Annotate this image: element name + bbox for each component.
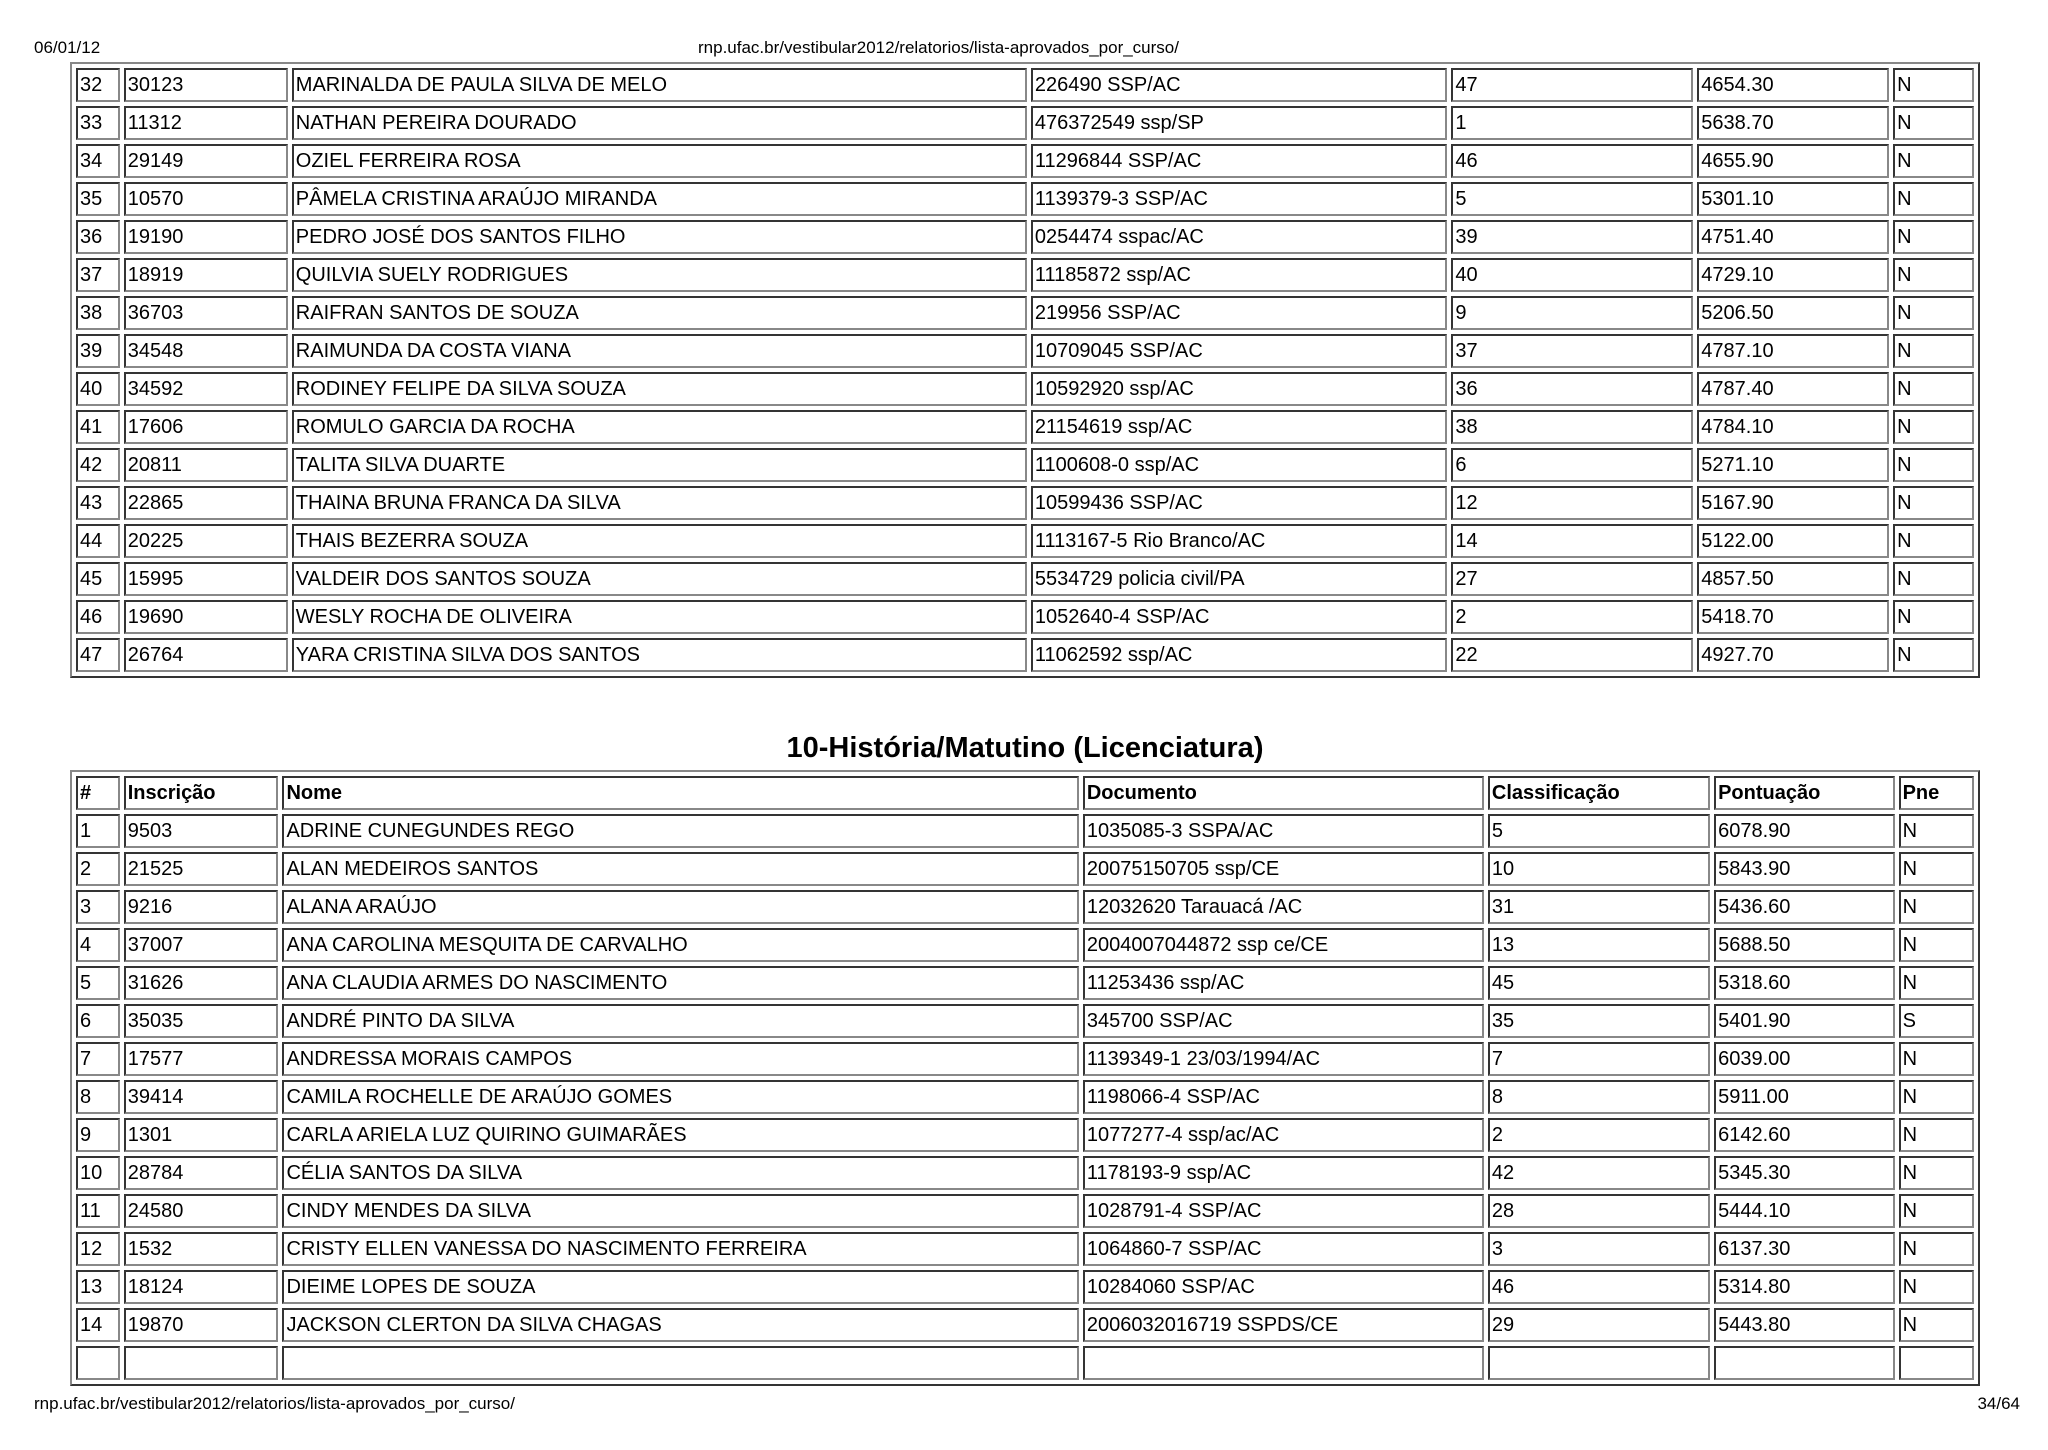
results-table-continued xyxy=(70,62,1980,678)
cell-pne: N xyxy=(1893,334,1974,368)
cell-pne: N xyxy=(1899,1308,1974,1342)
cell-nome: ROMULO GARCIA DA ROCHA xyxy=(292,410,1027,444)
table-row xyxy=(76,1346,1974,1380)
table-row xyxy=(76,1004,1974,1038)
cell-documento: 10592920 ssp/AC xyxy=(1031,372,1448,406)
cell-rank: 32 xyxy=(76,68,120,102)
cell-inscricao: 35035 xyxy=(124,1004,279,1038)
cell-nome: TALITA SILVA DUARTE xyxy=(292,448,1027,482)
cell-pontuacao: 5314.80 xyxy=(1714,1270,1895,1304)
cell-pne: N xyxy=(1899,852,1974,886)
cell-rank: 37 xyxy=(76,258,120,292)
cell-pne: N xyxy=(1899,1118,1974,1152)
cell-classificacao: 6 xyxy=(1451,448,1693,482)
cell-classificacao: 7 xyxy=(1488,1042,1710,1076)
cell-inscricao: 15995 xyxy=(124,562,288,596)
page-number: 34/64 xyxy=(1977,1394,2020,1413)
cell-pontuacao: 4784.10 xyxy=(1697,410,1889,444)
table-row xyxy=(76,68,1974,102)
table-row xyxy=(76,1194,1974,1228)
cell-nome: CARLA ARIELA LUZ QUIRINO GUIMARÃES xyxy=(282,1118,1078,1152)
cell-inscricao: 21525 xyxy=(124,852,279,886)
cell-inscricao: 31626 xyxy=(124,966,279,1000)
cell-inscricao: 28784 xyxy=(124,1156,279,1190)
cell-pontuacao: 4654.30 xyxy=(1697,68,1889,102)
cell-pne: N xyxy=(1899,1270,1974,1304)
header-classificacao: Classificação xyxy=(1488,776,1710,810)
cell-pontuacao: 5688.50 xyxy=(1714,928,1895,962)
cell-pontuacao: 6137.30 xyxy=(1714,1232,1895,1266)
cell-rank: 14 xyxy=(76,1308,120,1342)
cell-nome: THAINA BRUNA FRANCA DA SILVA xyxy=(292,486,1027,520)
cell-pontuacao: 5345.30 xyxy=(1714,1156,1895,1190)
table-row xyxy=(76,334,1974,368)
cell-inscricao: 19190 xyxy=(124,220,288,254)
cell-inscricao: 17606 xyxy=(124,410,288,444)
cell-documento: 1028791-4 SSP/AC xyxy=(1083,1194,1484,1228)
header-pne: Pne xyxy=(1899,776,1974,810)
cell-documento: 21154619 ssp/AC xyxy=(1031,410,1448,444)
cell-pontuacao: 4787.40 xyxy=(1697,372,1889,406)
cell-rank: 41 xyxy=(76,410,120,444)
cell-rank: 10 xyxy=(76,1156,120,1190)
cell-pontuacao: 5206.50 xyxy=(1697,296,1889,330)
cell-rank: 38 xyxy=(76,296,120,330)
cell-rank: 46 xyxy=(76,600,120,634)
cell-classificacao xyxy=(1488,1346,1710,1380)
cell-classificacao: 5 xyxy=(1451,182,1693,216)
cell-pne: N xyxy=(1893,144,1974,178)
cell-documento: 1198066-4 SSP/AC xyxy=(1083,1080,1484,1114)
cell-pne: S xyxy=(1899,1004,1974,1038)
header-inscricao: Inscrição xyxy=(124,776,279,810)
table-row xyxy=(76,296,1974,330)
cell-rank: 1 xyxy=(76,814,120,848)
cell-rank: 43 xyxy=(76,486,120,520)
cell-classificacao: 36 xyxy=(1451,372,1693,406)
cell-classificacao: 28 xyxy=(1488,1194,1710,1228)
cell-documento: 1052640-4 SSP/AC xyxy=(1031,600,1448,634)
cell-pontuacao: 5843.90 xyxy=(1714,852,1895,886)
cell-rank: 45 xyxy=(76,562,120,596)
cell-rank: 40 xyxy=(76,372,120,406)
table-row xyxy=(76,524,1974,558)
cell-inscricao: 39414 xyxy=(124,1080,279,1114)
cell-nome: ALANA ARAÚJO xyxy=(282,890,1078,924)
cell-pontuacao: 5418.70 xyxy=(1697,600,1889,634)
cell-pontuacao: 5443.80 xyxy=(1714,1308,1895,1342)
cell-nome: ALAN MEDEIROS SANTOS xyxy=(282,852,1078,886)
table-row xyxy=(76,1118,1974,1152)
cell-pne: N xyxy=(1893,68,1974,102)
cell-rank: 42 xyxy=(76,448,120,482)
table-row xyxy=(76,600,1974,634)
cell-inscricao: 18919 xyxy=(124,258,288,292)
cell-pontuacao: 5122.00 xyxy=(1697,524,1889,558)
table-row xyxy=(76,258,1974,292)
cell-pne: N xyxy=(1893,410,1974,444)
cell-classificacao: 45 xyxy=(1488,966,1710,1000)
cell-pne: N xyxy=(1899,1194,1974,1228)
cell-pontuacao: 5444.10 xyxy=(1714,1194,1895,1228)
cell-pontuacao: 5271.10 xyxy=(1697,448,1889,482)
cell-pontuacao: 5318.60 xyxy=(1714,966,1895,1000)
cell-classificacao: 31 xyxy=(1488,890,1710,924)
cell-classificacao: 12 xyxy=(1451,486,1693,520)
table-row xyxy=(76,1270,1974,1304)
table-row xyxy=(76,1232,1974,1266)
cell-inscricao: 34592 xyxy=(124,372,288,406)
table-row xyxy=(76,1308,1974,1342)
cell-pontuacao xyxy=(1714,1346,1895,1380)
cell-documento: 12032620 Tarauacá /AC xyxy=(1083,890,1484,924)
cell-pne: N xyxy=(1893,486,1974,520)
cell-pontuacao: 5436.60 xyxy=(1714,890,1895,924)
cell-pontuacao: 4655.90 xyxy=(1697,144,1889,178)
table-row xyxy=(76,562,1974,596)
cell-documento: 11253436 ssp/AC xyxy=(1083,966,1484,1000)
cell-inscricao xyxy=(124,1346,279,1380)
cell-nome: ANA CAROLINA MESQUITA DE CARVALHO xyxy=(282,928,1078,962)
cell-rank: 11 xyxy=(76,1194,120,1228)
cell-nome: CÉLIA SANTOS DA SILVA xyxy=(282,1156,1078,1190)
cell-rank: 33 xyxy=(76,106,120,140)
cell-nome: ANA CLAUDIA ARMES DO NASCIMENTO xyxy=(282,966,1078,1000)
cell-inscricao: 34548 xyxy=(124,334,288,368)
table-row xyxy=(76,220,1974,254)
cell-classificacao: 13 xyxy=(1488,928,1710,962)
print-date: 06/01/12 xyxy=(34,38,101,57)
cell-classificacao: 5 xyxy=(1488,814,1710,848)
cell-classificacao: 38 xyxy=(1451,410,1693,444)
cell-documento: 10709045 SSP/AC xyxy=(1031,334,1448,368)
cell-inscricao: 37007 xyxy=(124,928,279,962)
table-row xyxy=(76,182,1974,216)
cell-rank: 35 xyxy=(76,182,120,216)
cell-nome: WESLY ROCHA DE OLIVEIRA xyxy=(292,600,1027,634)
cell-nome: MARINALDA DE PAULA SILVA DE MELO xyxy=(292,68,1027,102)
print-url: rnp.ufac.br/vestibular2012/relatorios/lista-aprovados_por_curso/ xyxy=(698,38,1179,57)
cell-nome: ADRINE CUNEGUNDES REGO xyxy=(282,814,1078,848)
cell-classificacao: 9 xyxy=(1451,296,1693,330)
cell-documento: 1139379-3 SSP/AC xyxy=(1031,182,1448,216)
table-row xyxy=(76,448,1974,482)
cell-inscricao: 20225 xyxy=(124,524,288,558)
cell-inscricao: 30123 xyxy=(124,68,288,102)
cell-nome: JACKSON CLERTON DA SILVA CHAGAS xyxy=(282,1308,1078,1342)
cell-pne: N xyxy=(1899,814,1974,848)
cell-rank: 47 xyxy=(76,638,120,672)
table-row xyxy=(76,890,1974,924)
cell-nome: ANDRÉ PINTO DA SILVA xyxy=(282,1004,1078,1038)
cell-classificacao: 22 xyxy=(1451,638,1693,672)
cell-nome: THAIS BEZERRA SOUZA xyxy=(292,524,1027,558)
cell-nome: CAMILA ROCHELLE DE ARAÚJO GOMES xyxy=(282,1080,1078,1114)
cell-inscricao: 29149 xyxy=(124,144,288,178)
cell-classificacao: 29 xyxy=(1488,1308,1710,1342)
cell-documento: 11062592 ssp/AC xyxy=(1031,638,1448,672)
cell-pontuacao: 4857.50 xyxy=(1697,562,1889,596)
cell-rank: 3 xyxy=(76,890,120,924)
cell-pne xyxy=(1899,1346,1974,1380)
cell-pne: N xyxy=(1893,258,1974,292)
cell-pontuacao: 4787.10 xyxy=(1697,334,1889,368)
table-row xyxy=(76,1156,1974,1190)
cell-pontuacao: 5638.70 xyxy=(1697,106,1889,140)
cell-classificacao: 37 xyxy=(1451,334,1693,368)
cell-classificacao: 39 xyxy=(1451,220,1693,254)
table-row xyxy=(76,372,1974,406)
cell-nome: NATHAN PEREIRA DOURADO xyxy=(292,106,1027,140)
table-row xyxy=(76,144,1974,178)
cell-nome: OZIEL FERREIRA ROSA xyxy=(292,144,1027,178)
header-rank: # xyxy=(76,776,120,810)
cell-classificacao: 14 xyxy=(1451,524,1693,558)
cell-documento: 226490 SSP/AC xyxy=(1031,68,1448,102)
cell-documento: 5534729 policia civil/PA xyxy=(1031,562,1448,596)
cell-pontuacao: 5911.00 xyxy=(1714,1080,1895,1114)
cell-documento xyxy=(1083,1346,1484,1380)
cell-inscricao: 9503 xyxy=(124,814,279,848)
cell-pne: N xyxy=(1893,220,1974,254)
cell-nome: VALDEIR DOS SANTOS SOUZA xyxy=(292,562,1027,596)
cell-documento: 20075150705 ssp/CE xyxy=(1083,852,1484,886)
cell-pontuacao: 5401.90 xyxy=(1714,1004,1895,1038)
cell-rank: 39 xyxy=(76,334,120,368)
cell-inscricao: 22865 xyxy=(124,486,288,520)
cell-rank: 44 xyxy=(76,524,120,558)
cell-pontuacao: 5301.10 xyxy=(1697,182,1889,216)
table-row xyxy=(76,852,1974,886)
cell-nome: PEDRO JOSÉ DOS SANTOS FILHO xyxy=(292,220,1027,254)
cell-classificacao: 46 xyxy=(1451,144,1693,178)
cell-pne: N xyxy=(1899,1080,1974,1114)
cell-documento: 10599436 SSP/AC xyxy=(1031,486,1448,520)
cell-inscricao: 1301 xyxy=(124,1118,279,1152)
cell-documento: 476372549 ssp/SP xyxy=(1031,106,1448,140)
table-row xyxy=(76,1042,1974,1076)
cell-documento: 1178193-9 ssp/AC xyxy=(1083,1156,1484,1190)
cell-nome: RAIMUNDA DA COSTA VIANA xyxy=(292,334,1027,368)
cell-documento: 11185872 ssp/AC xyxy=(1031,258,1448,292)
cell-inscricao: 17577 xyxy=(124,1042,279,1076)
cell-nome: CRISTY ELLEN VANESSA DO NASCIMENTO FERREIRA xyxy=(282,1232,1078,1266)
course-section-title: 10-História/Matutino (Licenciatura) xyxy=(786,732,1264,764)
cell-documento: 2006032016719 SSPDS/CE xyxy=(1083,1308,1484,1342)
cell-pne: N xyxy=(1893,524,1974,558)
cell-rank: 5 xyxy=(76,966,120,1000)
cell-classificacao: 2 xyxy=(1488,1118,1710,1152)
cell-documento: 10284060 SSP/AC xyxy=(1083,1270,1484,1304)
table-row xyxy=(76,638,1974,672)
cell-pne: N xyxy=(1893,182,1974,216)
cell-inscricao: 24580 xyxy=(124,1194,279,1228)
cell-nome: QUILVIA SUELY RODRIGUES xyxy=(292,258,1027,292)
cell-pne: N xyxy=(1899,1042,1974,1076)
cell-pne: N xyxy=(1893,562,1974,596)
cell-pontuacao: 4751.40 xyxy=(1697,220,1889,254)
cell-documento: 345700 SSP/AC xyxy=(1083,1004,1484,1038)
cell-documento: 1077277-4 ssp/ac/AC xyxy=(1083,1118,1484,1152)
cell-pontuacao: 6142.60 xyxy=(1714,1118,1895,1152)
cell-pne: N xyxy=(1893,296,1974,330)
cell-classificacao: 10 xyxy=(1488,852,1710,886)
cell-classificacao: 35 xyxy=(1488,1004,1710,1038)
cell-rank: 36 xyxy=(76,220,120,254)
table-header-row xyxy=(76,776,1974,810)
cell-rank xyxy=(76,1346,120,1380)
cell-inscricao: 9216 xyxy=(124,890,279,924)
cell-rank: 34 xyxy=(76,144,120,178)
cell-documento: 1100608-0 ssp/AC xyxy=(1031,448,1448,482)
table-row xyxy=(76,1080,1974,1114)
cell-pne: N xyxy=(1899,1232,1974,1266)
cell-nome: DIEIME LOPES DE SOUZA xyxy=(282,1270,1078,1304)
cell-nome: RODINEY FELIPE DA SILVA SOUZA xyxy=(292,372,1027,406)
cell-rank: 9 xyxy=(76,1118,120,1152)
cell-pontuacao: 5167.90 xyxy=(1697,486,1889,520)
cell-inscricao: 19690 xyxy=(124,600,288,634)
cell-pontuacao: 4729.10 xyxy=(1697,258,1889,292)
cell-nome: YARA CRISTINA SILVA DOS SANTOS xyxy=(292,638,1027,672)
cell-documento: 1139349-1 23/03/1994/AC xyxy=(1083,1042,1484,1076)
cell-classificacao: 42 xyxy=(1488,1156,1710,1190)
cell-nome: PÂMELA CRISTINA ARAÚJO MIRANDA xyxy=(292,182,1027,216)
cell-pne: N xyxy=(1899,928,1974,962)
cell-pne: N xyxy=(1893,372,1974,406)
cell-classificacao: 3 xyxy=(1488,1232,1710,1266)
header-documento: Documento xyxy=(1083,776,1484,810)
cell-pne: N xyxy=(1899,966,1974,1000)
cell-inscricao: 36703 xyxy=(124,296,288,330)
cell-inscricao: 11312 xyxy=(124,106,288,140)
cell-nome: RAIFRAN SANTOS DE SOUZA xyxy=(292,296,1027,330)
cell-inscricao: 19870 xyxy=(124,1308,279,1342)
cell-nome: CINDY MENDES DA SILVA xyxy=(282,1194,1078,1228)
cell-rank: 6 xyxy=(76,1004,120,1038)
cell-inscricao: 20811 xyxy=(124,448,288,482)
cell-pne: N xyxy=(1893,448,1974,482)
cell-inscricao: 10570 xyxy=(124,182,288,216)
table-row xyxy=(76,928,1974,962)
cell-pne: N xyxy=(1899,1156,1974,1190)
table-row xyxy=(76,410,1974,444)
cell-rank: 7 xyxy=(76,1042,120,1076)
cell-classificacao: 47 xyxy=(1451,68,1693,102)
cell-documento: 11296844 SSP/AC xyxy=(1031,144,1448,178)
cell-pontuacao: 6039.00 xyxy=(1714,1042,1895,1076)
cell-pne: N xyxy=(1893,638,1974,672)
cell-classificacao: 8 xyxy=(1488,1080,1710,1114)
cell-pontuacao: 6078.90 xyxy=(1714,814,1895,848)
cell-documento: 0254474 sspac/AC xyxy=(1031,220,1448,254)
cell-pne: N xyxy=(1893,600,1974,634)
table-row xyxy=(76,966,1974,1000)
table-row xyxy=(76,814,1974,848)
cell-nome: ANDRESSA MORAIS CAMPOS xyxy=(282,1042,1078,1076)
cell-rank: 4 xyxy=(76,928,120,962)
table-row xyxy=(76,106,1974,140)
cell-rank: 13 xyxy=(76,1270,120,1304)
cell-nome xyxy=(282,1346,1078,1380)
cell-classificacao: 27 xyxy=(1451,562,1693,596)
cell-pne: N xyxy=(1899,890,1974,924)
cell-pne: N xyxy=(1893,106,1974,140)
cell-inscricao: 1532 xyxy=(124,1232,279,1266)
cell-rank: 12 xyxy=(76,1232,120,1266)
cell-classificacao: 40 xyxy=(1451,258,1693,292)
cell-inscricao: 18124 xyxy=(124,1270,279,1304)
cell-rank: 2 xyxy=(76,852,120,886)
footer-url: rnp.ufac.br/vestibular2012/relatorios/lista-aprovados_por_curso/ xyxy=(34,1394,515,1413)
header-pontuacao: Pontuação xyxy=(1714,776,1895,810)
cell-rank: 8 xyxy=(76,1080,120,1114)
cell-documento: 2004007044872 ssp ce/CE xyxy=(1083,928,1484,962)
cell-documento: 1113167-5 Rio Branco/AC xyxy=(1031,524,1448,558)
header-nome: Nome xyxy=(282,776,1078,810)
cell-documento: 1035085-3 SSPA/AC xyxy=(1083,814,1484,848)
table-row xyxy=(76,486,1974,520)
results-table-historia-matutino xyxy=(70,770,1980,1386)
cell-documento: 1064860-7 SSP/AC xyxy=(1083,1232,1484,1266)
cell-pontuacao: 4927.70 xyxy=(1697,638,1889,672)
cell-classificacao: 2 xyxy=(1451,600,1693,634)
cell-inscricao: 26764 xyxy=(124,638,288,672)
cell-classificacao: 46 xyxy=(1488,1270,1710,1304)
cell-documento: 219956 SSP/AC xyxy=(1031,296,1448,330)
cell-classificacao: 1 xyxy=(1451,106,1693,140)
